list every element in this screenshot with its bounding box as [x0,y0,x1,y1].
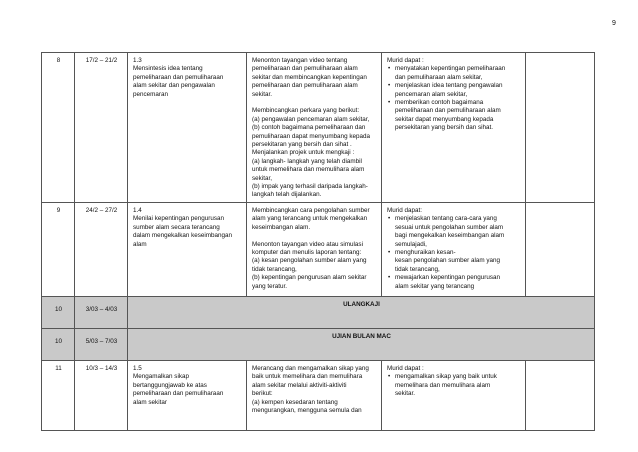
text-line: sekitar. [252,90,272,98]
outcome-line: dan pemuliharaan alam sekitar, [395,73,483,81]
text-line: 1.3 [133,57,142,64]
outcome-line: bagi mengekalkan keseimbangan alam [395,232,505,240]
text-line: sekitar dan membincangkan kepentingan [252,73,367,81]
text-line: (a) langkah- langkah yang telah diambil [252,157,362,165]
lesson-plan-table [41,52,595,431]
text-line: persekitaran yang bersih dan sihat . [252,141,352,149]
row-number: 9 [42,202,75,296]
text-line: pencemaran [133,90,169,98]
notes-cell [526,202,595,296]
row-number: 8 [42,53,75,203]
text-line: berikut: [252,390,273,398]
outcome-bullet: • mengamalkan sikap yang baik untuk [387,373,521,381]
learning-outcomes [382,53,526,203]
outcome-line: tidak terancang, [395,265,440,273]
text-line: alam [133,240,147,248]
outcome-line: sekitar dapat menyumbang kepada [395,115,494,123]
table-row-revision [42,296,595,328]
text-line: komputer dan menulis laporan tentang: [252,248,362,256]
text-line: Menonton tayangan video atau simulasi [252,240,363,248]
text-line: pemeliharaan dan pemuliharaan alam [252,65,358,73]
outcome-bullet: • menyatakan kepentingan pemeliharaan [387,65,521,73]
text-line: alam sekitar dan pengawalan [133,82,215,90]
text-line: Membincangkan cara pengolahan sumber [252,206,370,214]
text-line: 1.5 [133,364,142,372]
learning-outcomes [382,360,526,430]
text-line: 1.4 [133,206,142,214]
text-line: (b) contoh bagaimana pemeliharaan dan [252,124,366,132]
week-range: 24/2 – 27/2 [75,202,128,296]
row-number: 10 [42,296,75,328]
text-line: langkah telah dijalankan. [252,191,322,199]
row-number: 10 [42,328,75,360]
text-line: tidak terancang, [252,265,297,273]
text-line: sekitar, [252,174,272,182]
row-label: ULANGKAJI [128,296,595,328]
outcome-line: alam sekitar yang terancang [395,282,475,290]
outcome-bullet: • menjelaskan idea tentang pengawalan [387,82,521,90]
text-line: Merancang dan mengamalkan sikap yang [252,364,369,372]
outcome-bullet: • mewajarkan kepentingan pengurusan [387,274,521,282]
text-line: bertanggungjawab ke atas [133,381,207,389]
outcome-intro: Murid dapat : [387,57,424,64]
activities [247,202,382,296]
outcome-line: memelihara dan memulihara alam [395,381,491,389]
text-line: Mensintesis idea tentang [133,65,203,73]
text-line: yang teratur. [252,282,288,290]
text-line: keseimbangan alam. [252,223,311,231]
outcome-line: pencemaran alam sekitar, [395,90,468,98]
text-line: pemuliharaan dapat menyumbang kepada [252,132,370,140]
text-line: dalam mengekalkan keseimbangan [133,232,233,240]
text-line: Menonton tayangan video tentang [252,57,348,64]
table-row-exam [42,328,595,360]
text-line: alam yang terancang untuk mengekalkan [252,215,368,223]
text-line: Membincangkan perkara yang berikut: [252,107,360,115]
learning-outcomes [382,202,526,296]
notes-cell [526,53,595,203]
learning-standard [128,202,247,296]
outcome-line: semulajadi, [395,240,427,248]
outcome-line: sekitar. [395,390,415,398]
week-range: 10/3 – 14/3 [75,360,128,430]
text-line: (b) impak yang terhasil daripada langkah- [252,183,368,191]
outcome-bullet: • menjelaskan tentang cara-cara yang [387,215,521,223]
outcome-line: persekitaran yang bersih dan sihat. [395,124,494,132]
outcome-line: sesuai untuk pengolahan sumber alam [395,223,504,231]
outcome-bullet: • menghuraikan kesan- [387,249,521,257]
blank-line [252,99,377,107]
outcome-line: pemeliharaan dan pemuliharaan alam [395,107,501,115]
week-range: 3/03 – 4/03 [75,296,128,328]
text-line: Menilai kepentingan pengurusan [133,215,225,223]
text-line: pemeliharaan dan pemuliharaan alam [252,82,358,90]
text-line: mengurangkan, mengguna semula dan [252,406,362,414]
text-line: (a) kesan pengolahan sumber alam yang [252,257,367,265]
page-number: 9 [612,20,616,27]
text-line: untuk memelihara dan memulihara alam [252,166,365,174]
text-line: Mengamalkan sikap [133,373,190,381]
text-line: baik untuk memelihara dan memulihara [252,373,363,381]
week-range: 5/03 – 7/03 [75,328,128,360]
text-line: pemeliharaan dan pemuliharaan [133,73,224,81]
outcome-intro: Murid dapat : [387,364,424,372]
row-number: 11 [42,360,75,430]
text-line: pemeliharaan dan pemuliharaan [133,390,224,398]
activities [247,53,382,203]
activities [247,360,382,430]
text-line: alam sekitar melalui aktiviti-aktiviti [252,381,347,389]
text-line: (a) kempen kesedaran tentang [252,398,338,406]
text-line: alam sekitar [133,398,167,406]
outcome-intro: Murid dapat: [387,206,423,214]
notes-cell [526,360,595,430]
row-label: UJIAN BULAN MAC [128,328,595,360]
text-line: sumber alam secara terancang [133,223,220,231]
learning-standard [128,53,247,203]
table-row-week-8 [42,53,595,203]
blank-line [252,232,377,240]
table-row-week-11 [42,360,595,430]
outcome-line: kesan pengolahan sumber alam yang [395,257,501,265]
outcome-bullet: • memberikan contoh bagaimana [387,99,521,107]
table-row-week-9 [42,202,595,296]
text-line: (a) pengawalan pencemaran alam sekitar, [252,115,370,123]
text-line: Menjalankan projek untuk mengkaji : [252,149,355,157]
text-line: (b) kepentingan pengurusan alam sekitar [252,274,367,282]
week-range: 17/2 – 21/2 [75,53,128,203]
learning-standard [128,360,247,430]
